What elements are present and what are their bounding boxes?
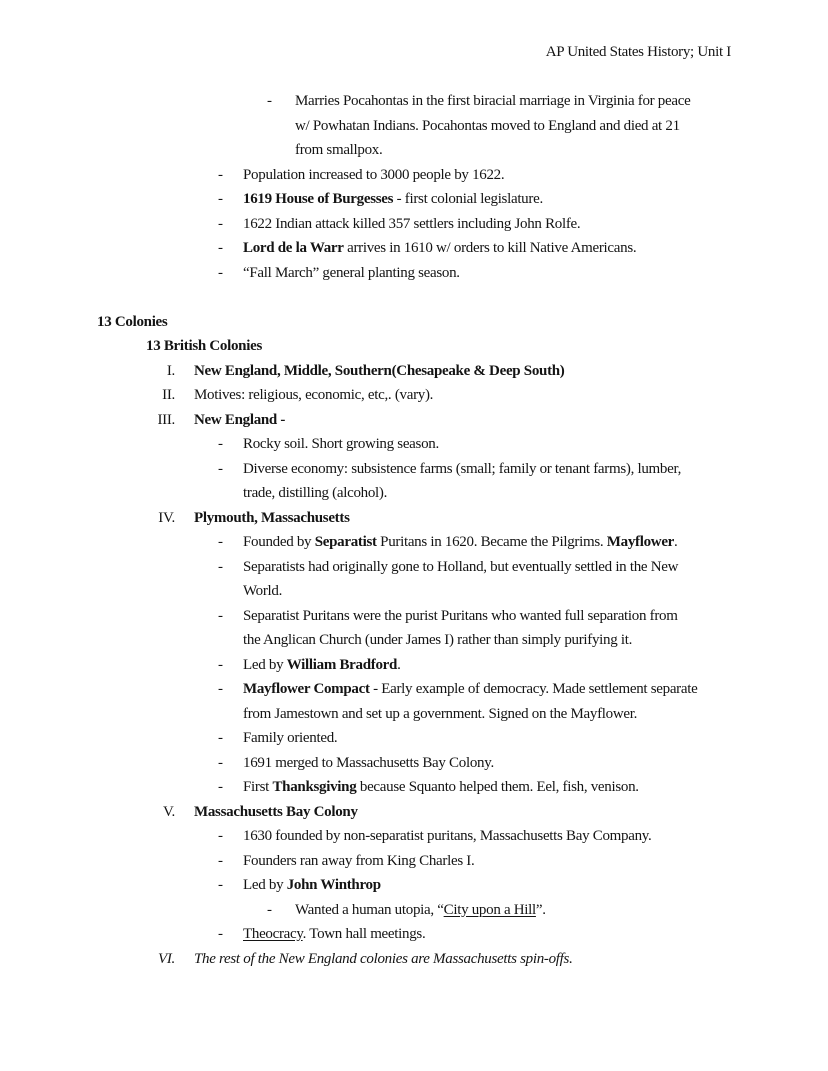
dash-bullet-marker: - (218, 460, 223, 477)
text-content (194, 359, 565, 384)
text-segment: 1691 merged to Massachusetts Bay Colony. (243, 754, 494, 771)
dash-bullet-marker: - (218, 534, 223, 550)
roman-numeral-marker: II. (162, 387, 175, 403)
bullet-list-item (97, 653, 731, 678)
bullet-list-item (97, 432, 731, 457)
text-segment: John Winthrop (286, 877, 381, 893)
text-content (243, 922, 425, 947)
text-segment: from Jamestown and set up a government. Signed on the Mayflower. (243, 705, 638, 722)
dash-bullet-marker: - (218, 730, 223, 746)
text-segment: Population increased to 3000 people by 1622. (243, 166, 505, 183)
text-content (194, 947, 573, 972)
roman-numeral-marker: III. (157, 411, 175, 428)
text-segment: 13 Colonies (97, 313, 168, 330)
text-segment: - first colonial legislature. (393, 191, 543, 207)
text-content (295, 89, 690, 163)
text-content (243, 457, 681, 506)
bullet-list-item (97, 898, 731, 923)
text-segment: World. (243, 583, 283, 599)
text-content (243, 187, 543, 212)
text-segment: William Bradford (286, 656, 398, 673)
text-content (243, 530, 678, 555)
text-content (243, 212, 580, 237)
dash-bullet-marker: - (218, 877, 223, 893)
text-segment: New England - (194, 411, 286, 428)
roman-list-item (97, 800, 731, 825)
roman-numeral-marker: VI. (157, 950, 175, 967)
dash-bullet-marker: - (218, 926, 223, 942)
text-segment: Founded by (243, 534, 315, 550)
text-segment: Diverse economy: subsistence farms (small; family or tenant farms), lumber, (243, 460, 682, 477)
text-segment: Founders ran away from King Charles I. (243, 852, 475, 869)
dash-bullet-marker: - (218, 558, 223, 575)
dash-bullet-marker: - (218, 607, 223, 624)
text-segment: because Squanto helped them. Eel, fish, venison. (356, 779, 639, 795)
text-segment: Mayflower Compact (243, 681, 370, 697)
dash-bullet-marker: - (218, 166, 223, 183)
text-content (97, 310, 167, 335)
text-content (243, 775, 639, 800)
dash-bullet-marker: - (267, 93, 272, 109)
dash-bullet-marker: - (218, 754, 223, 771)
bullet-list-item (97, 726, 731, 751)
text-content (194, 408, 285, 433)
text-segment: First (243, 779, 273, 795)
text-segment: ”. (535, 901, 546, 918)
dash-bullet-marker: - (267, 901, 272, 918)
dash-bullet-marker: - (218, 215, 223, 232)
text-segment: Thanksgiving (272, 779, 357, 795)
text-content (243, 555, 678, 604)
text-segment: - Early example of democracy. Made settlement separate (369, 681, 698, 697)
bullet-list-item (97, 530, 731, 555)
text-segment: 1630 founded by non-separatist puritans, Massachusetts Bay Company. (243, 828, 652, 844)
bullet-list-item (97, 873, 731, 898)
bullet-list-item (97, 824, 731, 849)
text-segment: Massachusetts Bay Colony (194, 803, 358, 820)
roman-list-item (97, 947, 731, 972)
dash-bullet-marker: - (218, 779, 223, 795)
dash-bullet-marker: - (218, 681, 223, 697)
text-segment: . (397, 656, 401, 673)
bullet-list-item (97, 236, 731, 261)
text-content (243, 751, 494, 776)
text-segment: City upon a Hill (443, 901, 536, 918)
text-segment: Mayflower (606, 534, 675, 550)
text-content (146, 334, 262, 359)
page-header-title: AP United States History; Unit I (545, 44, 731, 60)
dash-bullet-marker: - (218, 656, 223, 673)
section-heading (97, 310, 731, 335)
text-segment: Led by (243, 656, 287, 673)
bullet-list-item (97, 457, 731, 506)
dash-bullet-marker: - (218, 264, 223, 281)
text-segment: New England, Middle, Southern(Chesapeake & Deep South) (194, 362, 565, 379)
text-segment: Theocracy (243, 926, 303, 942)
dash-bullet-marker: - (218, 436, 223, 452)
text-segment: Motives: religious, economic, etc,. (vary). (194, 387, 434, 403)
section-heading (97, 334, 731, 359)
text-segment: The rest of the New England colonies are Massachusetts spin-offs. (194, 950, 573, 967)
text-segment: from smallpox. (295, 142, 383, 158)
text-segment: “Fall March” general planting season. (243, 264, 460, 281)
text-segment: Separatist (314, 534, 377, 550)
text-segment: 13 British Colonies (146, 338, 262, 354)
text-segment: Puritans in 1620. Became the Pilgrims. (376, 534, 607, 550)
document-body (97, 89, 731, 971)
bullet-list-item (97, 922, 731, 947)
text-content (243, 163, 504, 188)
text-content (243, 604, 678, 653)
text-segment: w/ Powhatan Indians. Pocahontas moved to England and died at 21 (295, 117, 680, 134)
text-segment: Separatists had originally gone to Holland, but eventually settled in the New (243, 558, 679, 575)
roman-list-item (97, 506, 731, 531)
blank-line (97, 285, 731, 310)
roman-numeral-marker: IV. (158, 509, 175, 526)
text-segment: Led by (243, 877, 287, 893)
text-content (194, 383, 433, 408)
text-segment: . (674, 534, 678, 550)
roman-numeral-marker: V. (162, 803, 175, 820)
text-content (243, 261, 460, 286)
text-content (295, 898, 546, 923)
dash-bullet-marker: - (218, 191, 223, 207)
bullet-list-item (97, 187, 731, 212)
dash-bullet-marker: - (218, 852, 223, 869)
bullet-list-item (97, 677, 731, 726)
text-segment: Lord de la Warr (243, 240, 344, 256)
text-segment: Separatist Puritans were the purist Puritans who wanted full separation from (243, 607, 678, 624)
bullet-list-item (97, 751, 731, 776)
text-segment: Wanted a human utopia, “ (295, 901, 444, 918)
bullet-list-item (97, 163, 731, 188)
bullet-list-item (97, 849, 731, 874)
text-content (243, 432, 439, 457)
text-segment: the Anglican Church (under James I) rather than simply purifying it. (243, 632, 633, 648)
text-segment: arrives in 1610 w/ orders to kill Native Americans. (343, 240, 637, 256)
roman-list-item (97, 359, 731, 384)
bullet-list-item (97, 89, 731, 163)
text-segment: . Town hall meetings. (302, 926, 426, 942)
text-segment: Family oriented. (243, 730, 338, 746)
text-content (243, 873, 381, 898)
text-content (243, 653, 401, 678)
text-content (194, 800, 358, 825)
text-content (243, 726, 337, 751)
text-segment: Plymouth, Massachusetts (194, 509, 350, 526)
bullet-list-item (97, 604, 731, 653)
roman-list-item (97, 383, 731, 408)
roman-list-item (97, 408, 731, 433)
text-segment: trade, distilling (alcohol). (243, 485, 388, 501)
dash-bullet-marker: - (218, 240, 223, 256)
dash-bullet-marker: - (218, 828, 223, 844)
text-content (243, 677, 697, 726)
text-content (243, 824, 651, 849)
bullet-list-item (97, 261, 731, 286)
text-segment: Marries Pocahontas in the first biracial marriage in Virginia for peace (295, 93, 691, 109)
text-content (194, 506, 350, 531)
bullet-list-item (97, 775, 731, 800)
bullet-list-item (97, 555, 731, 604)
text-content (243, 849, 474, 874)
text-content (243, 236, 636, 261)
text-segment: 1619 House of Burgesses (243, 191, 394, 207)
text-segment: 1622 Indian attack killed 357 settlers including John Rolfe. (243, 215, 581, 232)
roman-numeral-marker: I. (166, 362, 175, 379)
bullet-list-item (97, 212, 731, 237)
text-segment: Rocky soil. Short growing season. (243, 436, 439, 452)
